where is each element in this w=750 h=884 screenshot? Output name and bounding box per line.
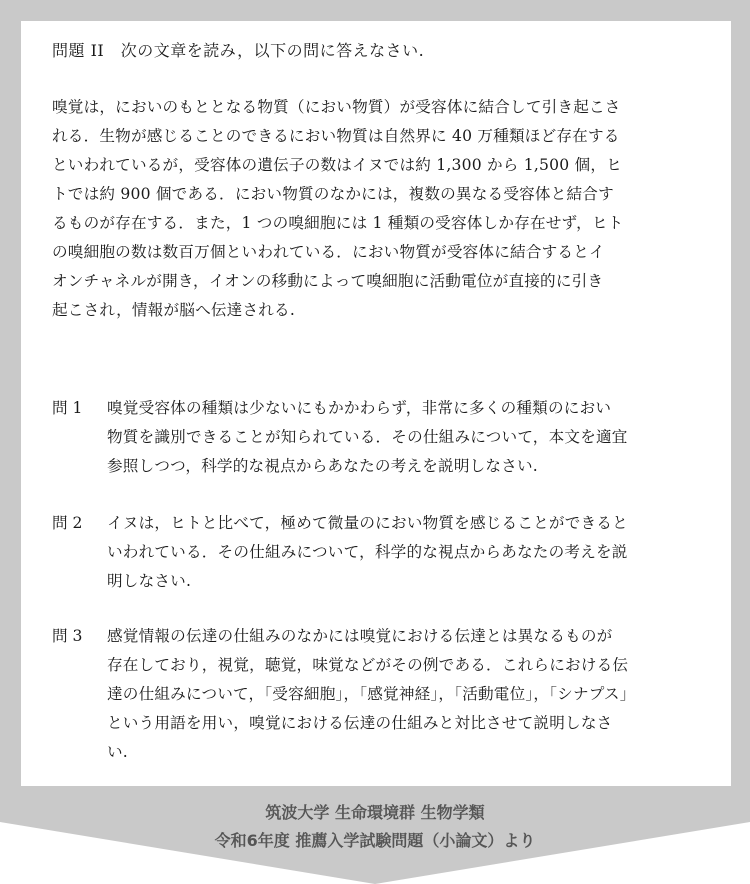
problem-title: 問題 II 次の文章を読み，以下の問に答えなさい.: [52, 41, 425, 60]
question-line: 存在しており，視覚，聴覚，味覚などがその例である．これらにおける伝: [107, 656, 629, 674]
source-university: 筑波大学 生命環境群 生物学類: [265, 803, 485, 822]
question-line: い.: [107, 743, 128, 761]
passage-line: れる．生物が感じることのできるにおい物質は自然界に 40 万種類ほど存在する: [52, 127, 620, 145]
source-exam: 令和6年度 推薦入学試験問題（小論文）より: [214, 831, 536, 850]
passage-line: の嗅細胞の数は数百万個といわれている．におい物質が受容体に結合するとイ: [52, 243, 605, 261]
question-line: という用語を用い，嗅覚における伝達の仕組みと対比させて説明しなさ: [107, 714, 613, 732]
question-text: [107, 394, 697, 481]
question-line: 達の仕組みについて，「受容細胞」，「感覚神経」，「活動電位」，「シナプス」: [107, 685, 636, 703]
passage-line: るものが存在する．また，1 つの嗅細胞には 1 種類の受容体しか存在せず，ヒト: [52, 214, 624, 232]
question-text: [107, 509, 697, 596]
question-line: 物質を識別できることが知られている．その仕組みについて，本文を適宜: [107, 428, 628, 446]
passage-line: トでは約 900 個である．におい物質のなかには，複数の異なる受容体と結合す: [52, 185, 614, 203]
passage: [52, 93, 696, 325]
question-number: 問 3: [52, 627, 83, 645]
question-line: 感覚情報の伝達の仕組みのなかには嗅覚における伝達とは異なるものが: [107, 627, 613, 645]
question-number: 問 1: [52, 399, 83, 417]
passage-line: 起こされ，情報が脳へ伝達される.: [52, 301, 295, 319]
passage-line: といわれているが，受容体の遺伝子の数はイヌでは約 1,300 から 1,500 個，ヒ: [52, 156, 622, 174]
passage-line: オンチャネルが開き，イオンの移動によって嗅細胞に活動電位が直接的に引き: [52, 272, 604, 290]
question-line: 参照しつつ，科学的な視点からあなたの考えを説明しなさい.: [107, 457, 538, 475]
question-text: [107, 622, 697, 767]
passage-line: 嗅覚は，においのもととなる物質（におい物質）が受容体に結合して引き起こさ: [52, 98, 621, 116]
question-number: 問 2: [52, 514, 83, 532]
question-line: 明しなさい.: [107, 572, 192, 590]
question-line: イヌは，ヒトと比べて，極めて微量のにおい物質を感じることができると: [107, 514, 628, 532]
question-line: いわれている．その仕組みについて，科学的な視点からあなたの考えを説: [107, 543, 628, 561]
question-line: 嗅覚受容体の種類は少ないにもかかわらず，非常に多くの種類のにおい: [107, 399, 612, 417]
